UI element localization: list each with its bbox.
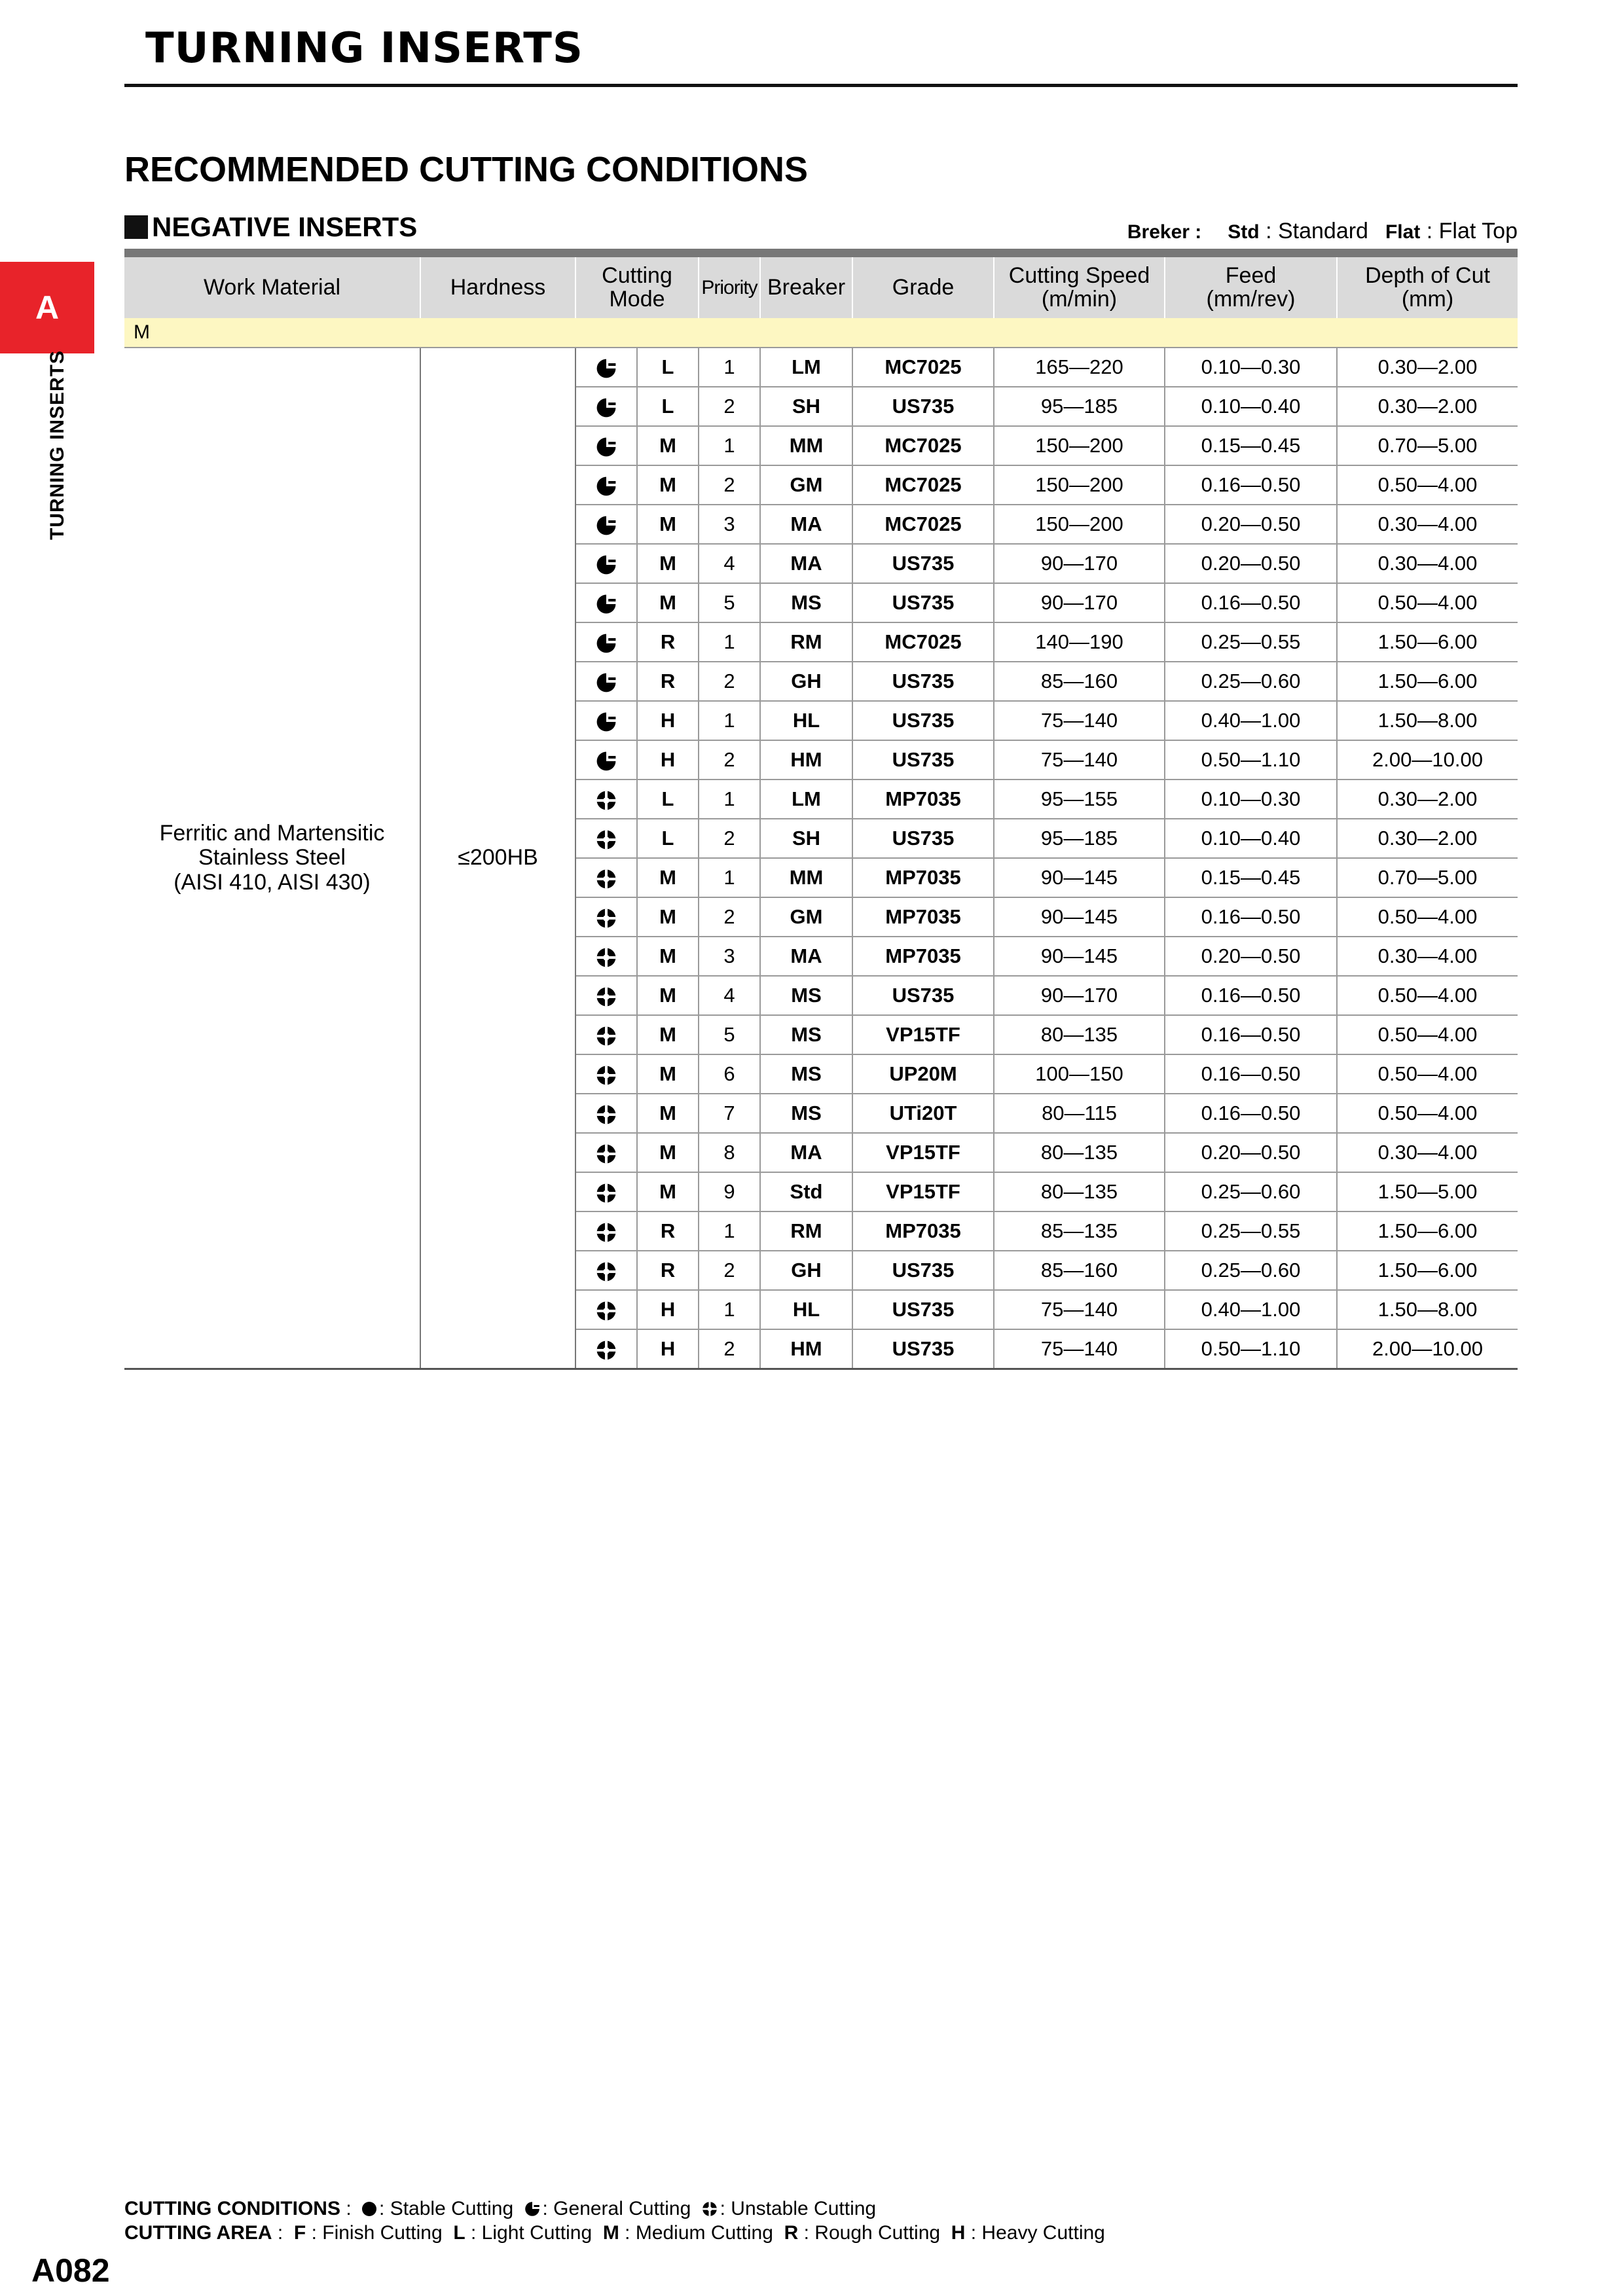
material-group-row bbox=[124, 318, 1518, 348]
cutting-speed-cell: 75—140 bbox=[994, 1290, 1165, 1329]
section-tab-label: TURNING INSERTS bbox=[46, 350, 68, 541]
grade-cell: US735 bbox=[852, 544, 994, 583]
cutting-conditions-table bbox=[124, 257, 1518, 1370]
cutting-speed-cell: 150—200 bbox=[994, 505, 1165, 544]
general-cutting-icon bbox=[575, 426, 637, 465]
general-cutting-icon bbox=[575, 387, 637, 426]
footer-h-text: : Heavy Cutting bbox=[970, 2222, 1105, 2244]
header-speed-line2: (m/min) bbox=[1041, 286, 1118, 312]
depth-of-cut-cell: 0.70—5.00 bbox=[1337, 858, 1518, 897]
subsection-title: NEGATIVE INSERTS bbox=[152, 211, 418, 242]
cutting-speed-cell: 80—135 bbox=[994, 1172, 1165, 1211]
feed-cell: 0.16—0.50 bbox=[1165, 897, 1337, 937]
feed-cell: 0.15—0.45 bbox=[1165, 426, 1337, 465]
unstable-cutting-icon bbox=[575, 819, 637, 858]
feed-cell: 0.25—0.55 bbox=[1165, 1211, 1337, 1251]
unstable-cutting-icon bbox=[575, 1054, 637, 1094]
general-cutting-icon bbox=[575, 505, 637, 544]
cutting-speed-cell: 85—135 bbox=[994, 1211, 1165, 1251]
grade-cell: VP15TF bbox=[852, 1172, 994, 1211]
depth-of-cut-cell: 2.00—10.00 bbox=[1337, 740, 1518, 780]
hardness-cell: ≤200HB bbox=[420, 348, 575, 1369]
breaker-cell: MS bbox=[760, 583, 852, 622]
material-line3: (AISI 410, AISI 430) bbox=[173, 869, 371, 895]
priority-cell: 1 bbox=[699, 701, 760, 740]
cutting-speed-cell: 90—170 bbox=[994, 976, 1165, 1015]
cutting-speed-cell: 150—200 bbox=[994, 426, 1165, 465]
feed-cell: 0.16—0.50 bbox=[1165, 1094, 1337, 1133]
header-hardness: Hardness bbox=[420, 257, 575, 318]
breaker-legend-label: Breker : bbox=[1127, 221, 1202, 243]
feed-cell: 0.15—0.45 bbox=[1165, 858, 1337, 897]
cutting-area-cell: M bbox=[637, 1015, 699, 1054]
footer-h-code: H bbox=[951, 2222, 966, 2244]
footer-l-text: : Light Cutting bbox=[471, 2222, 593, 2244]
priority-cell: 2 bbox=[699, 387, 760, 426]
cutting-area-cell: L bbox=[637, 780, 699, 819]
general-cutting-icon bbox=[575, 701, 637, 740]
grade-cell: MP7035 bbox=[852, 1211, 994, 1251]
priority-cell: 2 bbox=[699, 897, 760, 937]
grade-cell: US735 bbox=[852, 819, 994, 858]
depth-of-cut-cell: 1.50—6.00 bbox=[1337, 622, 1518, 662]
unstable-cutting-icon bbox=[702, 2201, 718, 2217]
section-heading: RECOMMENDED CUTTING CONDITIONS bbox=[124, 150, 808, 189]
general-cutting-icon bbox=[575, 348, 637, 387]
feed-cell: 0.40—1.00 bbox=[1165, 701, 1337, 740]
feed-cell: 0.16—0.50 bbox=[1165, 583, 1337, 622]
breaker-cell: MA bbox=[760, 544, 852, 583]
cutting-area-cell: M bbox=[637, 897, 699, 937]
feed-cell: 0.16—0.50 bbox=[1165, 1054, 1337, 1094]
header-priority: Priority bbox=[699, 257, 760, 318]
header-breaker: Breaker bbox=[760, 257, 852, 318]
priority-cell: 1 bbox=[699, 1290, 760, 1329]
depth-of-cut-cell: 0.50—4.00 bbox=[1337, 897, 1518, 937]
priority-cell: 2 bbox=[699, 465, 760, 505]
footer-f-text: : Finish Cutting bbox=[311, 2222, 443, 2244]
grade-cell: US735 bbox=[852, 1329, 994, 1369]
feed-cell: 0.50—1.10 bbox=[1165, 740, 1337, 780]
section-tab[interactable] bbox=[0, 262, 94, 353]
breaker-cell: GM bbox=[760, 897, 852, 937]
stable-cutting-icon bbox=[362, 2202, 376, 2216]
general-cutting-icon bbox=[575, 583, 637, 622]
feed-cell: 0.40—1.00 bbox=[1165, 1290, 1337, 1329]
cutting-speed-cell: 90—145 bbox=[994, 897, 1165, 937]
cutting-area-cell: M bbox=[637, 1094, 699, 1133]
footer-area-colon: : bbox=[277, 2222, 283, 2244]
header-grade: Grade bbox=[852, 257, 994, 318]
depth-of-cut-cell: 0.30—4.00 bbox=[1337, 937, 1518, 976]
cutting-area-cell: M bbox=[637, 937, 699, 976]
breaker-flat-code: Flat bbox=[1385, 221, 1421, 243]
cutting-area-cell: M bbox=[637, 858, 699, 897]
grade-cell: MC7025 bbox=[852, 505, 994, 544]
cutting-speed-cell: 90—170 bbox=[994, 544, 1165, 583]
depth-of-cut-cell: 0.30—2.00 bbox=[1337, 780, 1518, 819]
depth-of-cut-cell: 0.50—4.00 bbox=[1337, 1094, 1518, 1133]
breaker-legend bbox=[1127, 220, 1518, 242]
grade-cell: US735 bbox=[852, 701, 994, 740]
priority-cell: 8 bbox=[699, 1133, 760, 1172]
unstable-cutting-icon bbox=[575, 976, 637, 1015]
breaker-cell: Std bbox=[760, 1172, 852, 1211]
priority-cell: 1 bbox=[699, 622, 760, 662]
cutting-speed-cell: 90—170 bbox=[994, 583, 1165, 622]
material-line2: Stainless Steel bbox=[198, 845, 346, 870]
cutting-speed-cell: 80—135 bbox=[994, 1015, 1165, 1054]
priority-cell: 1 bbox=[699, 780, 760, 819]
footer-unstable-text: : Unstable Cutting bbox=[720, 2198, 877, 2219]
cutting-speed-cell: 95—185 bbox=[994, 387, 1165, 426]
table-row bbox=[124, 348, 1518, 387]
cutting-speed-cell: 90—145 bbox=[994, 937, 1165, 976]
general-cutting-icon bbox=[524, 2201, 540, 2217]
page-title: TURNING INSERTS bbox=[145, 24, 583, 73]
depth-of-cut-cell: 2.00—10.00 bbox=[1337, 1329, 1518, 1369]
priority-cell: 2 bbox=[699, 662, 760, 701]
grade-cell: MC7025 bbox=[852, 465, 994, 505]
general-cutting-icon bbox=[575, 465, 637, 505]
grade-cell: US735 bbox=[852, 976, 994, 1015]
priority-cell: 1 bbox=[699, 858, 760, 897]
depth-of-cut-cell: 0.50—4.00 bbox=[1337, 465, 1518, 505]
priority-cell: 5 bbox=[699, 1015, 760, 1054]
footer-stable-text: : Stable Cutting bbox=[379, 2198, 514, 2219]
depth-of-cut-cell: 0.50—4.00 bbox=[1337, 583, 1518, 622]
depth-of-cut-cell: 0.30—4.00 bbox=[1337, 505, 1518, 544]
cutting-area-cell: H bbox=[637, 1290, 699, 1329]
unstable-cutting-icon bbox=[575, 780, 637, 819]
section-tab-letter: A bbox=[35, 289, 60, 326]
breaker-cell: MS bbox=[760, 1054, 852, 1094]
depth-of-cut-cell: 1.50—6.00 bbox=[1337, 662, 1518, 701]
breaker-cell: MS bbox=[760, 976, 852, 1015]
footer-cutting-area bbox=[124, 2223, 1105, 2243]
feed-cell: 0.25—0.60 bbox=[1165, 662, 1337, 701]
grade-cell: US735 bbox=[852, 387, 994, 426]
breaker-cell: SH bbox=[760, 819, 852, 858]
feed-cell: 0.25—0.60 bbox=[1165, 1251, 1337, 1290]
breaker-flat-text: : Flat Top bbox=[1426, 219, 1518, 243]
feed-cell: 0.20—0.50 bbox=[1165, 544, 1337, 583]
cutting-area-cell: M bbox=[637, 465, 699, 505]
cutting-area-cell: R bbox=[637, 1251, 699, 1290]
work-material-cell bbox=[124, 348, 420, 1369]
breaker-cell: MA bbox=[760, 937, 852, 976]
cutting-area-cell: M bbox=[637, 426, 699, 465]
priority-cell: 2 bbox=[699, 1251, 760, 1290]
breaker-cell: MM bbox=[760, 426, 852, 465]
breaker-cell: MS bbox=[760, 1015, 852, 1054]
cutting-speed-cell: 100—150 bbox=[994, 1054, 1165, 1094]
feed-cell: 0.10—0.30 bbox=[1165, 780, 1337, 819]
cutting-area-cell: M bbox=[637, 1133, 699, 1172]
priority-cell: 5 bbox=[699, 583, 760, 622]
feed-cell: 0.50—1.10 bbox=[1165, 1329, 1337, 1369]
table-body bbox=[124, 318, 1518, 1369]
cutting-speed-cell: 80—135 bbox=[994, 1133, 1165, 1172]
grade-cell: MC7025 bbox=[852, 426, 994, 465]
depth-of-cut-cell: 1.50—6.00 bbox=[1337, 1251, 1518, 1290]
square-bullet-icon bbox=[124, 215, 148, 239]
cutting-speed-cell: 85—160 bbox=[994, 1251, 1165, 1290]
breaker-cell: LM bbox=[760, 348, 852, 387]
priority-cell: 9 bbox=[699, 1172, 760, 1211]
depth-of-cut-cell: 0.30—4.00 bbox=[1337, 544, 1518, 583]
general-cutting-icon bbox=[575, 622, 637, 662]
priority-cell: 3 bbox=[699, 937, 760, 976]
feed-cell: 0.20—0.50 bbox=[1165, 505, 1337, 544]
grade-cell: VP15TF bbox=[852, 1015, 994, 1054]
depth-of-cut-cell: 0.30—2.00 bbox=[1337, 387, 1518, 426]
breaker-cell: LM bbox=[760, 780, 852, 819]
cutting-area-cell: L bbox=[637, 819, 699, 858]
header-feed-line1: Feed bbox=[1225, 262, 1277, 288]
priority-cell: 2 bbox=[699, 740, 760, 780]
header-feed bbox=[1165, 257, 1337, 318]
unstable-cutting-icon bbox=[575, 858, 637, 897]
cutting-area-cell: H bbox=[637, 740, 699, 780]
unstable-cutting-icon bbox=[575, 1015, 637, 1054]
header-depth-line2: (mm) bbox=[1401, 286, 1454, 312]
breaker-cell: MA bbox=[760, 1133, 852, 1172]
feed-cell: 0.16—0.50 bbox=[1165, 976, 1337, 1015]
priority-cell: 1 bbox=[699, 348, 760, 387]
breaker-cell: SH bbox=[760, 387, 852, 426]
grade-cell: MP7035 bbox=[852, 858, 994, 897]
cutting-area-cell: R bbox=[637, 662, 699, 701]
grade-cell: US735 bbox=[852, 1251, 994, 1290]
title-rule bbox=[124, 84, 1518, 87]
header-depth-line1: Depth of Cut bbox=[1365, 262, 1490, 288]
depth-of-cut-cell: 1.50—8.00 bbox=[1337, 1290, 1518, 1329]
table-top-bar bbox=[124, 249, 1518, 257]
header-cutting-mode-line2: Mode bbox=[609, 286, 665, 312]
cutting-area-cell: H bbox=[637, 1329, 699, 1369]
footer-cutting-conditions bbox=[124, 2199, 876, 2219]
breaker-cell: GH bbox=[760, 1251, 852, 1290]
breaker-cell: HL bbox=[760, 701, 852, 740]
footer-r-code: R bbox=[784, 2222, 799, 2244]
depth-of-cut-cell: 1.50—5.00 bbox=[1337, 1172, 1518, 1211]
unstable-cutting-icon bbox=[575, 1094, 637, 1133]
subsection-heading bbox=[124, 213, 417, 241]
grade-cell: US735 bbox=[852, 662, 994, 701]
priority-cell: 7 bbox=[699, 1094, 760, 1133]
feed-cell: 0.20—0.50 bbox=[1165, 1133, 1337, 1172]
priority-cell: 3 bbox=[699, 505, 760, 544]
material-line1: Ferritic and Martensitic bbox=[159, 820, 385, 846]
unstable-cutting-icon bbox=[575, 897, 637, 937]
footer-conditions-label: CUTTING CONDITIONS bbox=[124, 2198, 340, 2219]
cutting-speed-cell: 140—190 bbox=[994, 622, 1165, 662]
priority-cell: 4 bbox=[699, 544, 760, 583]
header-cutting-mode-line1: Cutting bbox=[602, 262, 672, 288]
breaker-cell: MS bbox=[760, 1094, 852, 1133]
cutting-area-cell: L bbox=[637, 348, 699, 387]
grade-cell: UP20M bbox=[852, 1054, 994, 1094]
grade-cell: US735 bbox=[852, 583, 994, 622]
cutting-speed-cell: 80—115 bbox=[994, 1094, 1165, 1133]
feed-cell: 0.10—0.40 bbox=[1165, 819, 1337, 858]
depth-of-cut-cell: 0.70—5.00 bbox=[1337, 426, 1518, 465]
header-speed-line1: Cutting Speed bbox=[1008, 262, 1150, 288]
feed-cell: 0.16—0.50 bbox=[1165, 465, 1337, 505]
footer-general-text: : General Cutting bbox=[542, 2198, 691, 2219]
grade-cell: UTi20T bbox=[852, 1094, 994, 1133]
general-cutting-icon bbox=[575, 662, 637, 701]
breaker-cell: GH bbox=[760, 662, 852, 701]
cutting-speed-cell: 150—200 bbox=[994, 465, 1165, 505]
breaker-std-text: : Standard bbox=[1266, 219, 1368, 243]
cutting-area-cell: M bbox=[637, 1054, 699, 1094]
header-depth-of-cut bbox=[1337, 257, 1518, 318]
footer-area-label: CUTTING AREA bbox=[124, 2222, 272, 2244]
cutting-area-cell: L bbox=[637, 387, 699, 426]
breaker-cell: HM bbox=[760, 740, 852, 780]
general-cutting-icon bbox=[575, 740, 637, 780]
general-cutting-icon bbox=[575, 544, 637, 583]
cutting-speed-cell: 75—140 bbox=[994, 740, 1165, 780]
footer-f-code: F bbox=[293, 2222, 306, 2244]
footer-m-code: M bbox=[602, 2222, 619, 2244]
depth-of-cut-cell: 0.50—4.00 bbox=[1337, 976, 1518, 1015]
priority-cell: 1 bbox=[699, 1211, 760, 1251]
cutting-area-cell: M bbox=[637, 1172, 699, 1211]
unstable-cutting-icon bbox=[575, 1251, 637, 1290]
breaker-cell: HM bbox=[760, 1329, 852, 1369]
breaker-cell: RM bbox=[760, 622, 852, 662]
unstable-cutting-icon bbox=[575, 1211, 637, 1251]
footer-l-code: L bbox=[453, 2222, 465, 2244]
footer-m-text: : Medium Cutting bbox=[625, 2222, 773, 2244]
priority-cell: 4 bbox=[699, 976, 760, 1015]
unstable-cutting-icon bbox=[575, 1133, 637, 1172]
grade-cell: MP7035 bbox=[852, 937, 994, 976]
footer-conditions-colon: : bbox=[346, 2198, 352, 2219]
breaker-cell: HL bbox=[760, 1290, 852, 1329]
cutting-speed-cell: 90—145 bbox=[994, 858, 1165, 897]
header-feed-line2: (mm/rev) bbox=[1206, 286, 1296, 312]
unstable-cutting-icon bbox=[575, 1290, 637, 1329]
priority-cell: 2 bbox=[699, 819, 760, 858]
header-cutting-speed bbox=[994, 257, 1165, 318]
grade-cell: VP15TF bbox=[852, 1133, 994, 1172]
header-work-material: Work Material bbox=[124, 257, 420, 318]
cutting-area-cell: M bbox=[637, 544, 699, 583]
grade-cell: MP7035 bbox=[852, 780, 994, 819]
unstable-cutting-icon bbox=[575, 1172, 637, 1211]
cutting-speed-cell: 95—185 bbox=[994, 819, 1165, 858]
priority-cell: 6 bbox=[699, 1054, 760, 1094]
cutting-area-cell: M bbox=[637, 583, 699, 622]
grade-cell: MP7035 bbox=[852, 897, 994, 937]
breaker-cell: RM bbox=[760, 1211, 852, 1251]
cutting-area-cell: M bbox=[637, 976, 699, 1015]
cutting-area-cell: M bbox=[637, 505, 699, 544]
depth-of-cut-cell: 1.50—8.00 bbox=[1337, 701, 1518, 740]
cutting-speed-cell: 95—155 bbox=[994, 780, 1165, 819]
material-group-label: M bbox=[124, 318, 1518, 348]
cutting-area-cell: H bbox=[637, 701, 699, 740]
cutting-area-cell: R bbox=[637, 1211, 699, 1251]
depth-of-cut-cell: 0.50—4.00 bbox=[1337, 1054, 1518, 1094]
depth-of-cut-cell: 0.30—2.00 bbox=[1337, 348, 1518, 387]
feed-cell: 0.25—0.60 bbox=[1165, 1172, 1337, 1211]
breaker-cell: GM bbox=[760, 465, 852, 505]
unstable-cutting-icon bbox=[575, 1329, 637, 1369]
priority-cell: 1 bbox=[699, 426, 760, 465]
feed-cell: 0.10—0.30 bbox=[1165, 348, 1337, 387]
grade-cell: MC7025 bbox=[852, 348, 994, 387]
depth-of-cut-cell: 1.50—6.00 bbox=[1337, 1211, 1518, 1251]
feed-cell: 0.10—0.40 bbox=[1165, 387, 1337, 426]
feed-cell: 0.20—0.50 bbox=[1165, 937, 1337, 976]
depth-of-cut-cell: 0.30—2.00 bbox=[1337, 819, 1518, 858]
feed-cell: 0.16—0.50 bbox=[1165, 1015, 1337, 1054]
grade-cell: US735 bbox=[852, 740, 994, 780]
breaker-std-code: Std bbox=[1228, 221, 1260, 243]
depth-of-cut-cell: 0.30—4.00 bbox=[1337, 1133, 1518, 1172]
grade-cell: US735 bbox=[852, 1290, 994, 1329]
header-cutting-mode bbox=[575, 257, 699, 318]
table-header-row bbox=[124, 257, 1518, 318]
footer-r-text: : Rough Cutting bbox=[803, 2222, 941, 2244]
grade-cell: MC7025 bbox=[852, 622, 994, 662]
cutting-speed-cell: 85—160 bbox=[994, 662, 1165, 701]
unstable-cutting-icon bbox=[575, 937, 637, 976]
breaker-cell: MA bbox=[760, 505, 852, 544]
cutting-speed-cell: 75—140 bbox=[994, 701, 1165, 740]
priority-cell: 2 bbox=[699, 1329, 760, 1369]
cutting-speed-cell: 75—140 bbox=[994, 1329, 1165, 1369]
page-number: A082 bbox=[31, 2252, 110, 2289]
breaker-cell: MM bbox=[760, 858, 852, 897]
cutting-speed-cell: 165—220 bbox=[994, 348, 1165, 387]
feed-cell: 0.25—0.55 bbox=[1165, 622, 1337, 662]
cutting-area-cell: R bbox=[637, 622, 699, 662]
depth-of-cut-cell: 0.50—4.00 bbox=[1337, 1015, 1518, 1054]
